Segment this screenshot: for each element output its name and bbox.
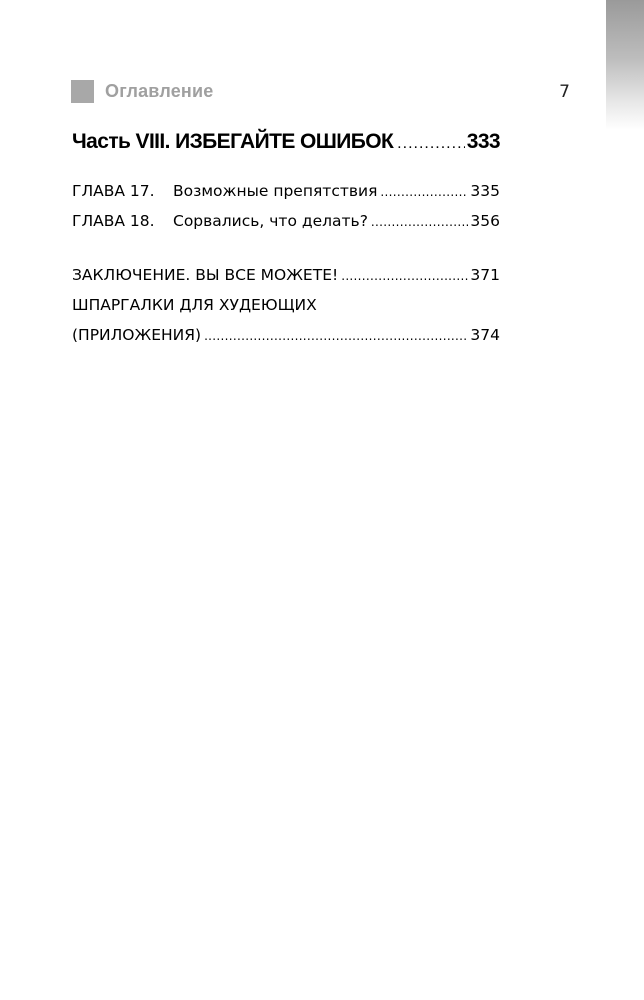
chapter-title: Сорвались, что делать? xyxy=(173,212,368,230)
appendix-page-number: 374 xyxy=(470,326,500,344)
part-page-number: 333 xyxy=(466,130,500,153)
dot-leader xyxy=(341,261,468,291)
chapter-page-number: 335 xyxy=(470,182,500,200)
chapter-label: ГЛАВА 18. xyxy=(72,212,155,230)
appendix-title-line-2: (ПРИЛОЖЕНИЯ) xyxy=(72,326,202,344)
chapter-title: Возможные препятствия xyxy=(173,182,378,200)
toc-chapter-entry[interactable] xyxy=(72,176,500,206)
back-matter-list xyxy=(72,260,500,350)
chapter-label: ГЛАВА 17. xyxy=(72,182,155,200)
header-square-marker xyxy=(71,80,94,103)
toc-chapter-entry[interactable] xyxy=(72,206,500,236)
appendix-title-line-1[interactable]: ШПАРГАЛКИ ДЛЯ ХУДЕЮЩИХ xyxy=(72,296,317,314)
page-number: 7 xyxy=(559,82,570,102)
conclusion-title: ЗАКЛЮЧЕНИЕ. ВЫ ВСЕ МОЖЕТЕ! xyxy=(72,266,339,284)
toc-part-entry[interactable] xyxy=(72,126,500,158)
running-header-title: Оглавление xyxy=(105,81,214,101)
toc-conclusion-entry[interactable] xyxy=(72,260,500,290)
part-title: Часть VIII. ИЗБЕГАЙТЕ ОШИБОК xyxy=(72,130,394,153)
chapter-page-number: 356 xyxy=(470,212,500,230)
dot-leader xyxy=(397,128,465,160)
page-thumb-tab xyxy=(606,0,644,130)
dot-leader xyxy=(371,207,468,237)
table-of-contents xyxy=(72,126,500,350)
running-header xyxy=(71,80,213,103)
conclusion-page-number: 371 xyxy=(470,266,500,284)
dot-leader xyxy=(380,177,468,207)
dot-leader xyxy=(204,321,468,351)
chapter-list xyxy=(72,176,500,236)
toc-appendix-entry[interactable] xyxy=(72,320,500,350)
